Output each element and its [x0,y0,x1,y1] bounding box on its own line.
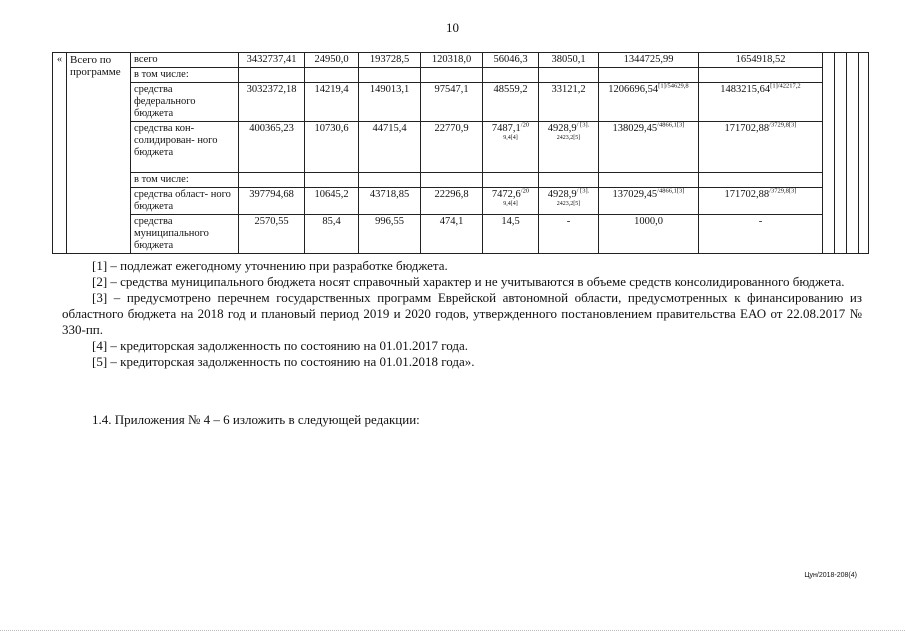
value-cell: 85,4 [305,215,359,254]
footnote-sub: 9,4[4] [503,135,518,141]
value-cell: 2570,55 [239,215,305,254]
value-cell: 397794,68 [239,188,305,215]
empty-cell [847,53,859,254]
value-cell: - [539,215,599,254]
value-cell: $7487,1^{/20}$ 9,4[4] [483,122,539,173]
value-cell: 33121,2 [539,83,599,122]
row-label: средства федерального бюджета [131,83,239,122]
program-label-cell: Всего по программе [67,53,131,254]
footnote-ref: /3729,8[3] [769,187,797,195]
value-cell: 97547,1 [421,83,483,122]
empty-cell [859,53,869,254]
row-label: средства кон- солидирован- ного бюджета [131,122,239,173]
scan-edge-divider [0,630,905,632]
value-cell: $4928,9^{/ [3].}$ 2423,2[5] [539,122,599,173]
row-label: средства муниципального бюджета [131,215,239,254]
row-label: всего [131,53,239,68]
value-cell: 193728,5 [359,53,421,68]
table-row [53,83,869,122]
table-row [53,215,869,254]
value-cell: 3432737,41 [239,53,305,68]
value-cell: $4928,9^{/ [3].}$ 2423,2[5] [539,188,599,215]
footnote-sub: 2423,2[5] [556,201,581,207]
value-cell: $137029,45^{/4866,1[3]}$ [599,188,699,215]
value-cell: 22770,9 [421,122,483,173]
empty-cell [835,53,847,254]
table-row [53,173,869,188]
value-cell: 3032372,18 [239,83,305,122]
footnote-ref: /4866,1[3] [657,187,685,195]
value-cell: 10730,6 [305,122,359,173]
section-1-4: 1.4. Приложения № 4 – 6 изложить в следующей редакции: [92,412,420,427]
value-cell: $7472,6^{/20}$ 9,4[4] [483,188,539,215]
budget-table [52,52,869,254]
value-cell: 996,55 [359,215,421,254]
value-cell: 149013,1 [359,83,421,122]
footnote-5: [5] – кредиторская задолженность по состоянию на 01.01.2018 года». [92,354,475,369]
value-cell: 120318,0 [421,53,483,68]
value-cell: 43718,85 [359,188,421,215]
quote-mark-cell: « [53,53,67,254]
page-number: 10 [446,20,459,35]
footnote-ref: /20 [520,121,530,129]
value-cell: 14219,4 [305,83,359,122]
footnote-2: [2] – средства муниципального бюджета носят справочный характер и не учитываются в объеме средств консолидированного бюджета. [92,274,845,289]
row-label: средства област- ного бюджета [131,188,239,215]
value-cell: 24950,0 [305,53,359,68]
value-cell: 1344725,99 [599,53,699,68]
table-row [53,188,869,215]
value-cell: 1654918,52 [699,53,823,68]
value-cell: 56046,3 [483,53,539,68]
value-cell: 22296,8 [421,188,483,215]
value-cell: 10645,2 [305,188,359,215]
footnote-ref: /20 [520,187,530,195]
value-cell: 38050,1 [539,53,599,68]
footnote-ref: /3729,8[3] [769,121,797,129]
footnote-ref: / [3]. [576,121,590,129]
value-cell: 14,5 [483,215,539,254]
value-cell: $138029,45^{/4866,1[3]}$ [599,122,699,173]
footnote-1: [1] – подлежат ежегодному уточнению при разработке бюджета. [92,258,448,273]
value-cell: 44715,4 [359,122,421,173]
footnote-ref: [1]/42217,2 [770,82,801,90]
footnote-ref: [1]/54629,8 [658,82,689,90]
value-cell: 474,1 [421,215,483,254]
footnote-4: [4] – кредиторская задолженность по состоянию на 01.01.2017 года. [92,338,469,353]
value-cell: $171702,88^{/3729,8[3]}$ [699,122,823,173]
document-code: Цун/2018-208(4) [804,572,857,579]
value-cell: $1483215,64^{[1]/42217,2}$ [699,83,823,122]
value-cell: 48559,2 [483,83,539,122]
table-row [53,122,869,173]
empty-cell [823,53,835,254]
footnote-3: [3] – предусмотрено перечнем государственных программ Еврейской автономной области, предусмотренных к финансированию из областного бюджета на 2018 год и плановый период 2019 и 2020 годов, утвержденного постановлением правительства ЕАО от 22.08.2017 № 330-пп. [62,290,862,337]
footnote-ref: / [3]. [576,187,590,195]
value-cell: 400365,23 [239,122,305,173]
footnote-sub: 2423,2[5] [556,135,581,141]
row-label: в том числе: [131,68,239,83]
row-label: в том числе: [131,173,239,188]
footnotes [62,258,862,370]
value-cell: $1206696,54^{[1]/54629,8}$ [599,83,699,122]
footnote-sub: 9,4[4] [503,201,518,207]
table-row [53,68,869,83]
table-row [53,53,869,68]
footnote-ref: /4866,1[3] [657,121,685,129]
value-cell: 1000,0 [599,215,699,254]
value-cell: - [699,215,823,254]
value-cell: $171702,88^{/3729,8[3]}$ [699,188,823,215]
